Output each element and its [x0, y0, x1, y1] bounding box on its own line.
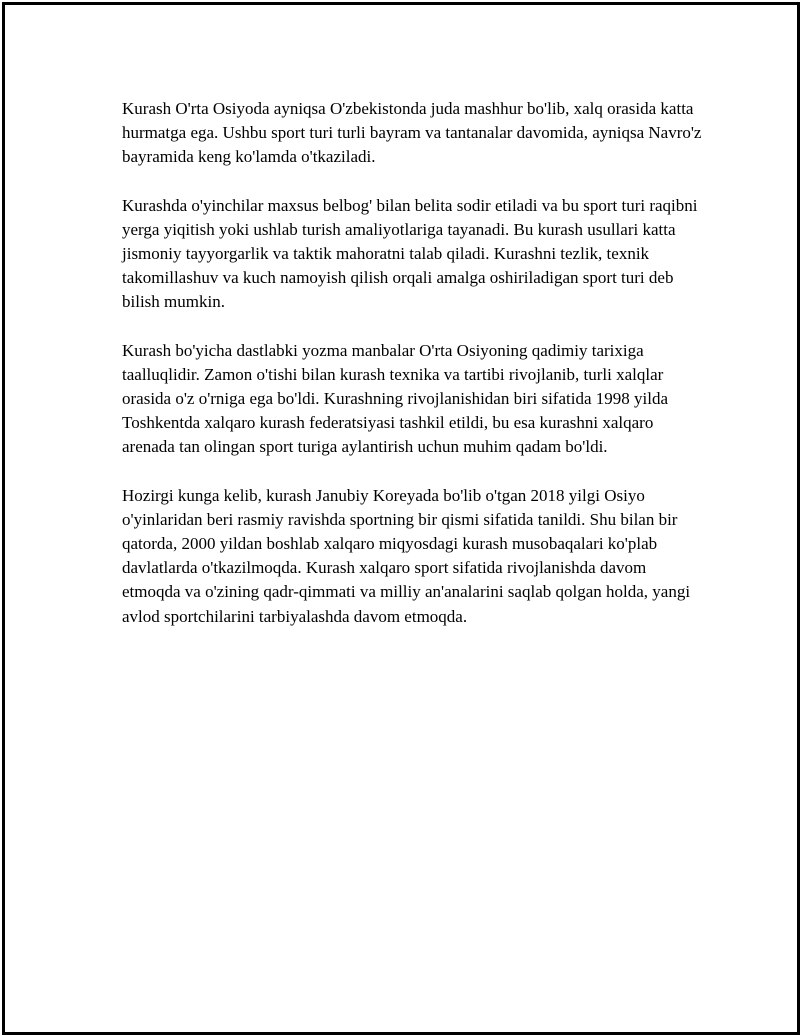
paragraph-3: Kurash bo'yicha dastlabki yozma manbalar O'rta Osiyoning qadimiy tarixiga taalluqlidir. Zamon o'tishi bilan kurash texnika va tartibi rivojlanib, turli xalqlar orasida o'z o'rniga ega bo'ldi. Kurashning rivojlanishidan biri sifatida 1998 yilda Toshkentda xalqaro kurash federatsiyasi tashkil etildi, bu esa kurashni xalqaro arenada tan olingan sport turiga aylantirish uchun muhim qadam bo'ldi.: [122, 340, 668, 457]
page-frame: [2, 2, 800, 1035]
paragraph-2: Kurashda o'yinchilar maxsus belbog' bilan belita sodir etiladi va bu sport turi raqibni yerga yiqitish yoki ushlab turish amaliyotlariga tayanadi. Bu kurash usullari katta jismoniy tayyorgarlik va taktik mahoratni talab qiladi. Kurashni tezlik, texnik takomillashuv va kuch namoyish qilish orqali amalga oshiriladigan sport turi deb bilish mumkin.: [122, 195, 698, 312]
paragraph-4: Hozirgi kunga kelib, kurash Janubiy Koreyada bo'lib o'tgan 2018 yilgi Osiyo o'yinlaridan beri rasmiy ravishda sportning bir qismi sifatida tanildi. Shu bilan bir qatorda, 2000 yildan boshlab xalqaro miqyosdagi kurash musobaqalari ko'plab davlatlarda o'tkazilmoqda. Kurash xalqaro sport sifatida rivojlanishda davom etmoqda va o'zining qadr-qimmati va milliy an'analarini saqlab qolgan holda, yangi avlod sportchilarini tarbiyalashda davom etmoqda.: [122, 485, 691, 626]
paragraph-1: Kurash O'rta Osiyoda ayniqsa O'zbekistonda juda mashhur bo'lib, xalq orasida katta hurmatga ega. Ushbu sport turi turli bayram va tantanalar davomida, ayniqsa Navro'z bayramida keng ko'lamda o'tkaziladi.: [122, 99, 702, 167]
document-body: [122, 97, 702, 653]
